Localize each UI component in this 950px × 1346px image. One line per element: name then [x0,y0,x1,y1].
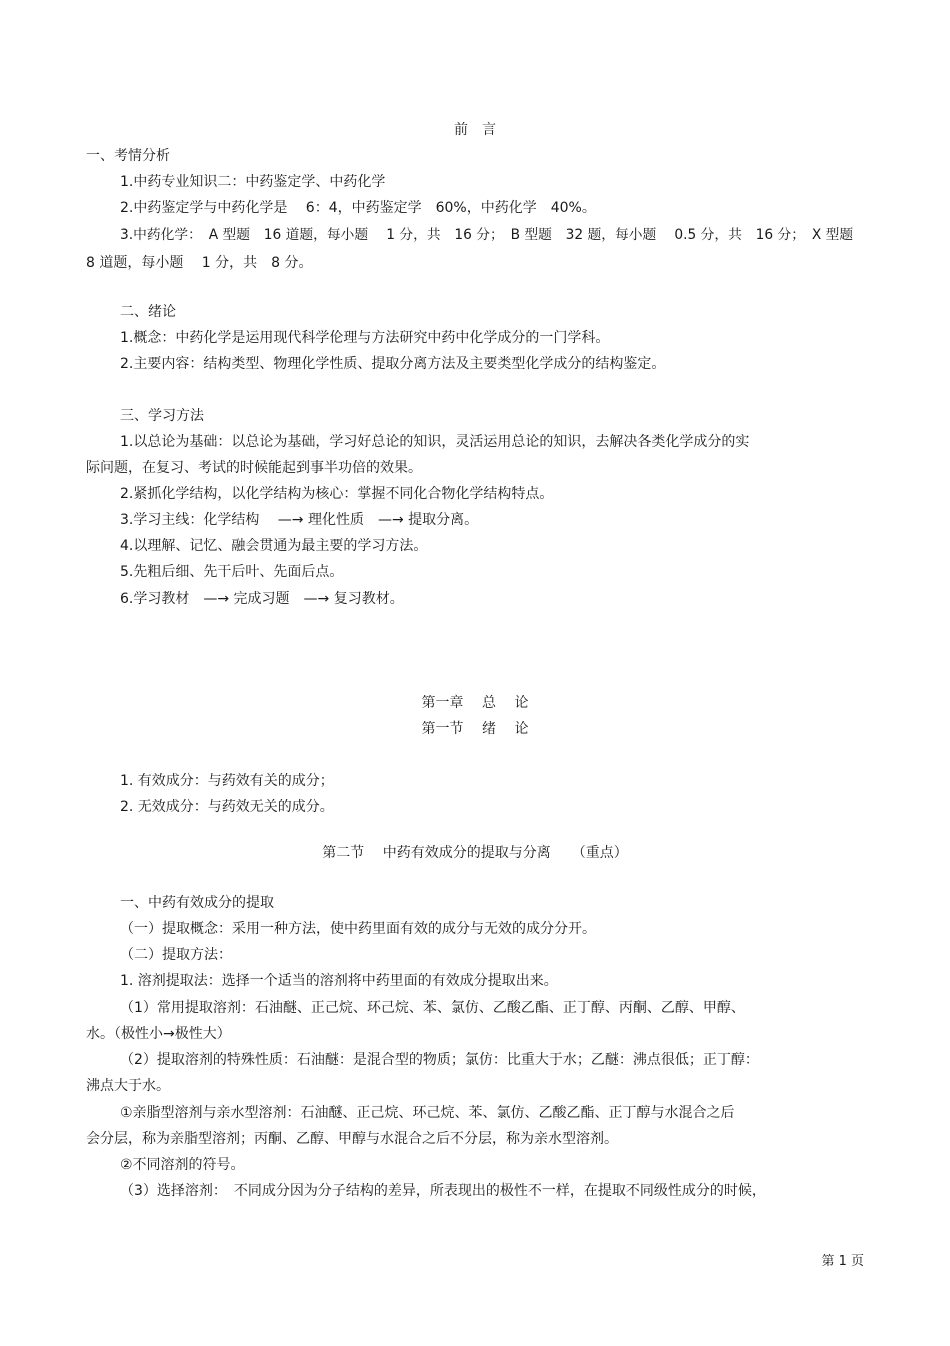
paragraph-line: 3.学习主线：化学结构 —→ 理化性质 —→ 提取分离。 [120,512,479,528]
paragraph-line: 4.以理解、记忆、融会贯通为最主要的学习方法。 [120,538,428,554]
paragraph-line: 水。（极性小→极性大） [86,1026,231,1042]
section-heading-exam-analysis: 一、考情分析 [86,148,170,164]
paragraph-line: 8 道题，每小题 1 分，共 8 分。 [86,255,313,271]
paragraph-line: （3）选择溶剂： 不同成分因为分子结构的差异，所表现出的极性不一样，在提取不同级性成分的时候， [120,1183,766,1199]
chapter-title: 第一章 总 论 [421,695,529,711]
preface-title: 前 言 [454,122,496,138]
section-heading-introduction: 二、绪论 [120,304,176,320]
paragraph-line: 会分层，称为亲脂型溶剂；丙酮、乙醇、甲醇与水混合之后不分层，称为亲水型溶剂。 [86,1131,618,1147]
paragraph-line: 1. 溶剂提取法：选择一个适当的溶剂将中药里面的有效成分提取出来。 [120,973,558,989]
paragraph-line: 6.学习教材 —→ 完成习题 —→ 复习教材。 [120,591,404,607]
paragraph-line: ①亲脂型溶剂与亲水型溶剂：石油醚、正己烷、环己烷、苯、氯仿、乙酸乙酯、正丁醇与水混合之后 [120,1105,735,1121]
paragraph-line: （一）提取概念：采用一种方法，使中药里面有效的成分与无效的成分分开。 [120,921,596,937]
paragraph-line: 2.紧抓化学结构，以化学结构为核心：掌握不同化合物化学结构特点。 [120,486,554,502]
paragraph-line: （1）常用提取溶剂：石油醚、正己烷、环己烷、苯、氯仿、乙酸乙酯、正丁醇、丙酮、乙醇、甲醇、 [120,1000,745,1016]
paragraph-line: （2）提取溶剂的特殊性质：石油醚：是混合型的物质；氯仿：比重大于水；乙醚：沸点很低；正丁醇： [120,1052,759,1068]
section-title: 第一节 绪 论 [421,721,529,737]
paragraph-line: 1.以总论为基础：以总论为基础，学习好总论的知识，灵活运用总论的知识，去解决各类化学成分的实 [120,434,750,450]
paragraph-line: 1.概念：中药化学是运用现代科学伦理与方法研究中药中化学成分的一门学科。 [120,330,610,346]
paragraph-line: 1. 有效成分：与药效有关的成分； [120,773,334,789]
paragraph-line: 1.中药专业知识二：中药鉴定学、中药化学 [120,174,386,190]
section-title: 第二节 中药有效成分的提取与分离 （重点） [322,845,628,861]
paragraph-line: 5.先粗后细、先干后叶、先面后点。 [120,564,344,580]
paragraph-line: 2. 无效成分：与药效无关的成分。 [120,799,334,815]
paragraph-line: 际问题，在复习、考试的时候能起到事半功倍的效果。 [86,460,422,476]
paragraph-line: 2.主要内容：结构类型、物理化学性质、提取分离方法及主要类型化学成分的结构鉴定。 [120,356,666,372]
paragraph-line: ②不同溶剂的符号。 [120,1157,245,1173]
paragraph-line: （二）提取方法： [120,947,232,963]
paragraph-line: 2.中药鉴定学与中药化学是 6：4，中药鉴定学 60%，中药化学 40%。 [120,200,596,216]
paragraph-line: 3.中药化学： A 型题 16 道题，每小题 1 分，共 16 分； B 型题 32 题，每小题 0.5 分，共 16 分； X 型题 [120,227,854,243]
paragraph-line: 沸点大于水。 [86,1078,170,1094]
page-number: 第 1 页 [821,1254,864,1269]
subsection-heading: 一、中药有效成分的提取 [120,895,274,911]
section-heading-study-methods: 三、学习方法 [120,408,204,424]
